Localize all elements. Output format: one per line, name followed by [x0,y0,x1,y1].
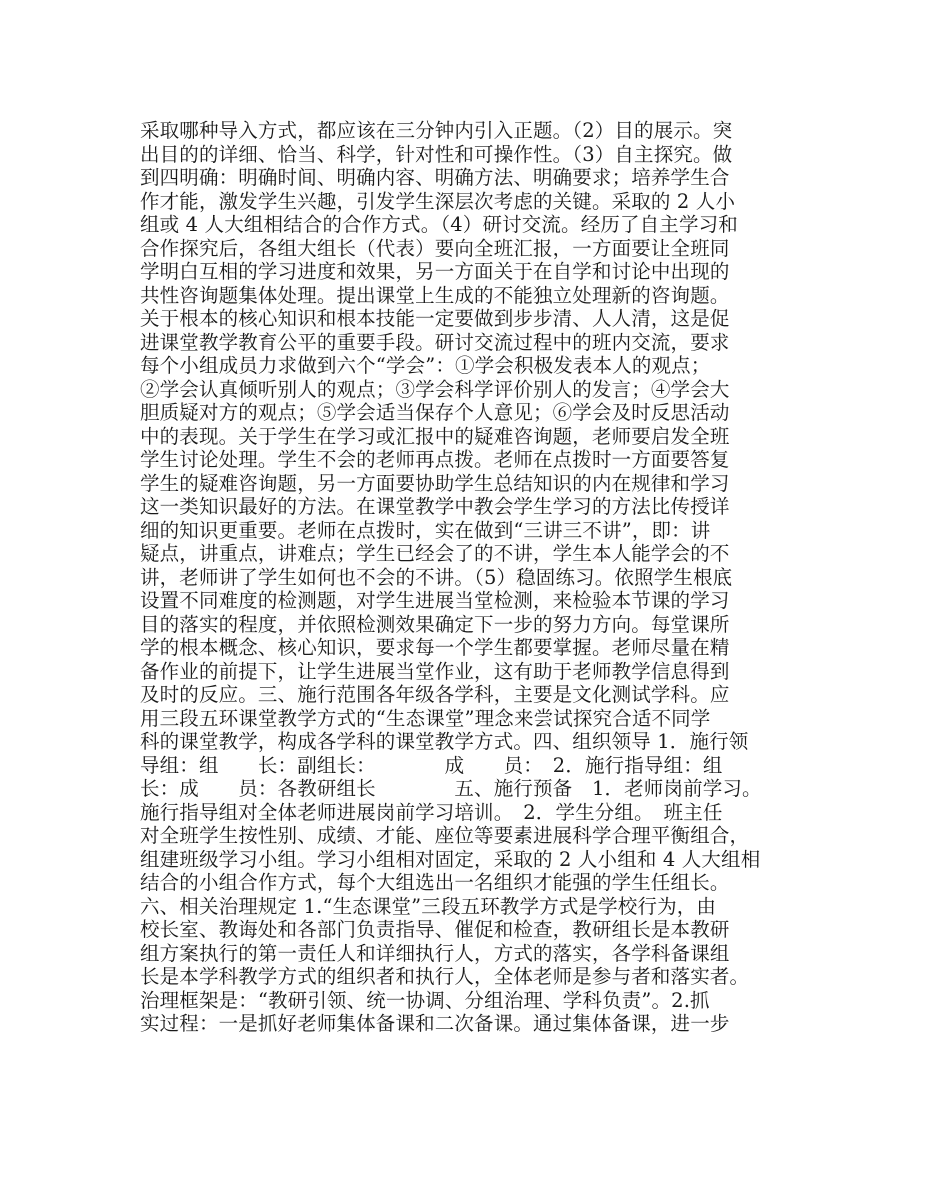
text-line: 出目的的详细、恰当、科学，针对性和可操作性。（3）自主探究。做 [140,142,733,166]
text-line: 备作业的前提下，让学生进展当堂作业，这有助于老师教学信息得到 [140,659,730,683]
text-line: 导组：组 长：副组长： 成 员： 2．施行指导组：组 [140,753,723,777]
text-line: 及时的反应。三、施行范围各年级各学科，主要是文化测试学科。应 [140,683,730,706]
body-text [140,119,820,1036]
text-line: 治理框架是：“教研引领、统一协调、分组治理、学科负责”。2.抓 [140,988,710,1012]
text-line: 科的课堂教学，构成各学科的课堂教学方式。四、组织领导 1．施行领 [140,730,749,753]
text-line: 学生的疑难咨询题，另一方面要协助学生总结知识的内在规律和学习 [140,471,730,495]
text-line: 组或 4 人大组相结合的合作方式。（4）研讨交流。经历了自主学习和 [140,213,738,236]
text-line: 组方案执行的第一责任人和详细执行人，方式的落实，各学科备课组 [140,941,730,965]
text-line: 进课堂教学教育公平的重要手段。研讨交流过程中的班内交流，要求 [140,330,730,354]
text-line: 组建班级学习小组。学习小组相对固定，采取的 2 人小组和 4 人大组相 [140,847,761,871]
text-line: 实过程：一是抓好老师集体备课和二次备课。通过集体备课，进一步 [140,1012,730,1035]
text-line: 长：成 员：各教研组长 五、施行预备 1．老师岗前学习。 [140,777,762,800]
text-line: 六、相关治理规定 1.“生态课堂”三段五环教学方式是学校行为，由 [140,894,717,918]
text-line: 讲，老师讲了学生如何也不会的不讲。（5）稳固练习。依照学生根底 [140,565,733,589]
text-line: 每个小组成员力求做到六个“学会”：①学会积极发表本人的观点； [140,354,711,377]
text-line: 用三段五环课堂教学方式的“生态课堂”理念来尝试探究合适不同学 [140,706,711,730]
text-line: 校长室、教诲处和各部门负责指导、催促和检查，教研组长是本教研 [140,918,730,941]
text-line: 施行指导组对全体老师进展岗前学习培训。 2．学生分组。 班主任 [140,800,723,824]
text-line: 胆质疑对方的观点；⑤学会适当保存个人意见；⑥学会及时反思活动 [140,401,730,424]
text-line: 共性咨询题集体处理。提出课堂上生成的不能独立处理新的咨询题。 [140,283,730,307]
text-line: 结合的小组合作方式，每个大组选出一名组织才能强的学生任组长。 [140,871,730,894]
text-line: 作才能，激发学生兴趣，引发学生深层次考虑的关键。采取的 2 人小 [140,189,736,213]
text-line: 设置不同难度的检测题，对学生进展当堂检测，来检验本节课的学习 [140,589,730,612]
text-line: 学的根本概念、核心知识，要求每一个学生都要掌握。老师尽量在精 [140,636,730,659]
text-line: 对全班学生按性别、成绩、才能、座位等要素进展科学合理平衡组合， [140,824,750,847]
text-line: 疑点，讲重点，讲难点；学生已经会了的不讲，学生本人能学会的不 [140,542,730,565]
text-line: ②学会认真倾听别人的观点；③学会科学评价别人的发言；④学会大 [140,377,730,401]
text-line: 学明白互相的学习进度和效果，另一方面关于在自学和讨论中出现的 [140,260,730,283]
text-line: 中的表现。关于学生在学习或汇报中的疑难咨询题，老师要启发全班 [140,424,730,448]
text-line: 这一类知识最好的方法。在课堂教学中教会学生学习的方法比传授详 [140,495,730,518]
text-line: 目的落实的程度，并依照检测效果确定下一步的努力方向。每堂课所 [140,612,730,636]
text-line: 长是本学科教学方式的组织者和执行人，全体老师是参与者和落实者。 [140,965,750,988]
text-line: 到四明确：明确时间、明确内容、明确方法、明确要求；培养学生合 [140,166,730,189]
text-line: 学生讨论处理。学生不会的老师再点拨。老师在点拨时一方面要答复 [140,448,730,471]
text-line: 采取哪种导入方式，都应该在三分钟内引入正题。（2）目的展示。突 [140,119,733,142]
text-line: 关于根本的核心知识和根本技能一定要做到步步清、人人清，这是促 [140,307,730,330]
text-line: 细的知识更重要。老师在点拨时，实在做到“三讲三不讲”，即：讲 [140,518,711,542]
text-line: 合作探究后，各组大组长（代表）要向全班汇报，一方面要让全班同 [140,236,730,260]
